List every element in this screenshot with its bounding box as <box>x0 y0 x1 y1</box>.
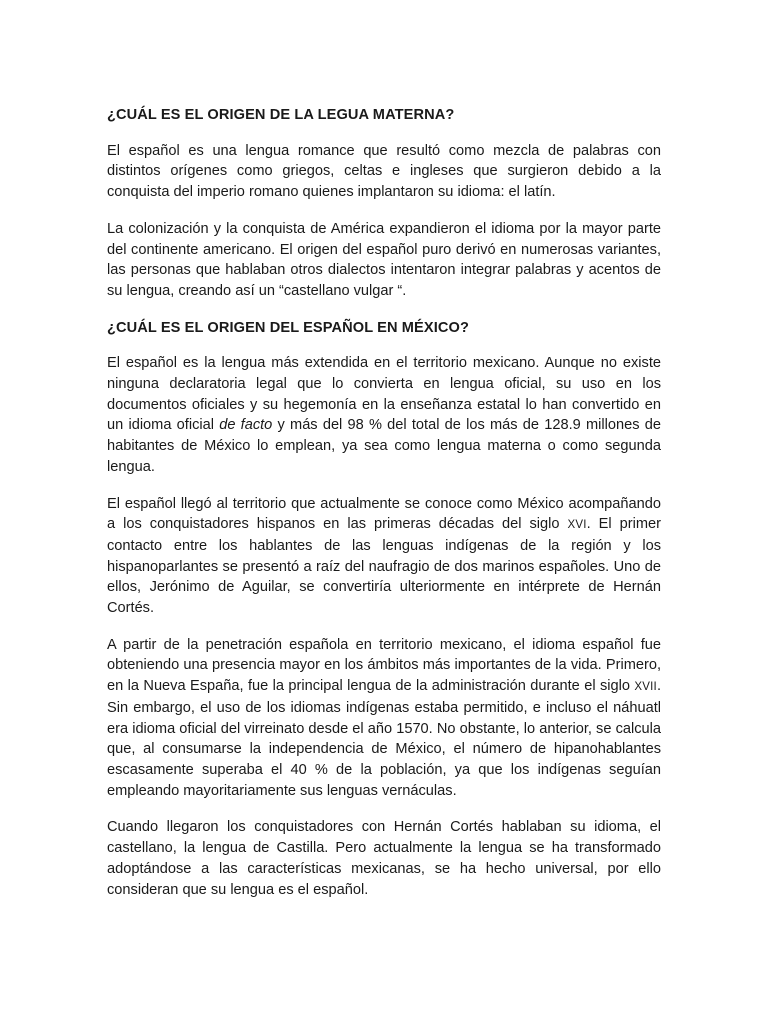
paragraph-lengua-extendida <box>107 353 661 477</box>
italic-phrase: de facto <box>219 417 273 434</box>
paragraph-penetracion-espanola <box>107 635 661 802</box>
document-page <box>107 105 661 916</box>
paragraph-text: El español llegó al territorio que actualmente se conoce como México acompañando a los conquistadores hispanos en las primeras décadas del siglo <box>107 495 661 533</box>
heading-origen-lengua-materna: ¿CUÁL ES EL ORIGEN DE LA LEGUA MATERNA? <box>107 107 455 123</box>
paragraph-llegada-espanol <box>107 494 661 619</box>
paragraph-espanol-lengua-romance: El español es una lengua romance que resultó como mezcla de palabras con distintos orígenes como griegos, celtas e ingleses que surgieron debido a la conquista del imperio romano quienes implantaron su idioma: el latín. <box>107 142 661 201</box>
paragraph-text: y más del 98 % del total de los más de 128.9 millones de habitantes de México lo emplean, ya sea como lengua materna o como segunda lengua. <box>107 417 661 475</box>
paragraph-text: . Sin embargo, el uso de los idiomas indígenas estaba permitido, e incluso el náhuatl era idioma oficial del virreinato desde el año 1570. No obstante, lo anterior, se calcula que, al consumarse la independencia de México, el número de hipanohablantes escasamente superaba el 40 % de la población, ya que los indígenas seguían empleando mayoritariamente sus lenguas vernáculas. <box>107 678 661 799</box>
paragraph-text: El español es la lengua más extendida en el territorio mexicano. Aunque no existe ninguna declaratoria legal que lo convierta en lengua oficial, su uso en los documentos oficiales y su hegemonía en la enseñanza estatal lo han convertido en un idioma oficial <box>107 355 661 434</box>
century-numeral: XVII <box>634 681 657 694</box>
heading-origen-espanol-mexico: ¿CUÁL ES EL ORIGEN DEL ESPAÑOL EN MÉXICO? <box>107 319 469 336</box>
century-numeral: XVI <box>567 519 587 532</box>
paragraph-colonizacion-america: La colonización y la conquista de América expandieron el idioma por la mayor parte del continente americano. El origen del español puro derivó en numerosas variantes, las personas que hablaban otros dialectos intentaron integrar palabras y acentos de su lengua, creando así un “castellano vulgar “. <box>107 220 661 299</box>
paragraph-conquistadores-cortes: Cuando llegaron los conquistadores con Hernán Cortés hablaban su idioma, el castellano, la lengua de Castilla. Pero actualmente la lengua se ha transformado adoptándose a las características mexicanas, se ha hecho universal, por ello consideran que su lengua es el español. <box>107 819 661 898</box>
paragraph-text: . El primer contacto entre los hablantes de las lenguas indígenas de la región y los hispanoparlantes se presentó a raíz del naufragio de dos marinos españoles. Uno de ellos, Jerónimo de Aguilar, se convertiría ulteriormente en intérprete de Hernán Cortés. <box>107 516 662 617</box>
paragraph-text: A partir de la penetración española en territorio mexicano, el idioma español fue obteniendo una presencia mayor en los ámbitos más importantes de la vida. Primero, en la Nueva España, fue la principal lengua de la administración durante el siglo <box>107 636 661 695</box>
